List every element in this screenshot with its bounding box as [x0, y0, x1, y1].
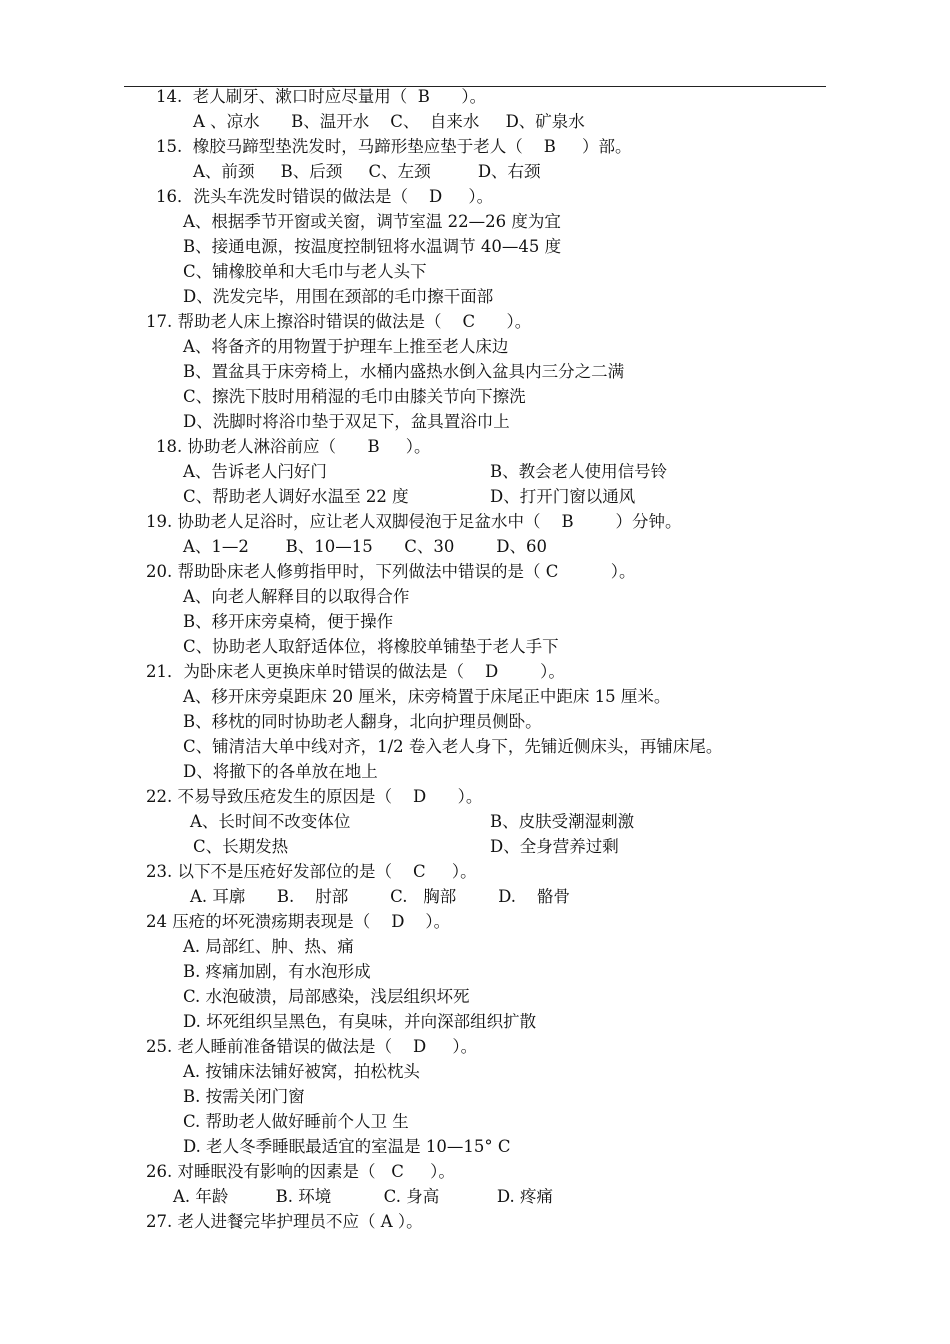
q23-stem: 23. 以下不是压疮好发部位的是（ C ）。: [146, 862, 477, 881]
q22-option-c: C、长期发热: [193, 837, 289, 856]
q24-stem: 24 压疮的坏死溃疡期表现是（ D ）。: [146, 912, 451, 931]
q21-option-a: A、移开床旁桌距床 20 厘米，床旁椅置于床尾正中距床 15 厘米。: [183, 687, 671, 706]
q21-option-c: C、铺清洁大单中线对齐，1/2 卷入老人身下，先铺近侧床头，再铺床尾。: [183, 737, 723, 756]
q17-option-c: C、擦洗下肢时用稍湿的毛巾由膝关节向下擦洗: [183, 387, 526, 406]
q21-option-b: B、移枕的同时协助老人翻身，北向护理员侧卧。: [183, 712, 542, 731]
q14-stem: 14. 老人刷牙、漱口时应尽量用（ B ）。: [156, 87, 487, 106]
q20-option-b: B、移开床旁桌椅，便于操作: [183, 612, 394, 631]
q16-option-c: C、铺橡胶单和大毛巾与老人头下: [183, 262, 427, 281]
q25-option-b: B. 按需关闭门窗: [183, 1087, 305, 1106]
q24-option-d: D. 坏死组织呈黑色，有臭味，并向深部组织扩散: [183, 1012, 537, 1031]
q17-option-d: D、洗脚时将浴巾垫于双足下，盆具置浴巾上: [183, 412, 510, 431]
q21-stem: 21．为卧床老人更换床单时错误的做法是（ D ）。: [146, 662, 565, 681]
q27-stem: 27. 老人进餐完毕护理员不应（ A ）。: [146, 1212, 423, 1231]
q16-option-d: D、洗发完毕，用围在颈部的毛巾擦干面部: [183, 287, 494, 306]
q25-option-a: A. 按铺床法铺好被窝，拍松枕头: [183, 1062, 420, 1081]
q20-option-c: C、协助老人取舒适体位，将橡胶单铺垫于老人手下: [183, 637, 559, 656]
q17-stem: 17. 帮助老人床上擦浴时错误的做法是（ C ）。: [146, 312, 532, 331]
q19-options: A、1—2 B、10—15 C、30 D、60: [183, 537, 548, 556]
q16-stem: 16．洗头车洗发时错误的做法是（ D ）。: [156, 187, 494, 206]
q26-options: A. 年龄 B. 环境 C. 身高 D. 疼痛: [173, 1187, 554, 1206]
q18-option-a: A、告诉老人闩好门: [183, 462, 327, 481]
q21-option-d: D、将撤下的各单放在地上: [183, 762, 378, 781]
q20-stem: 20. 帮助卧床老人修剪指甲时，下列做法中错误的是（ C ）。: [146, 562, 636, 581]
q24-option-c: C. 水泡破溃，局部感染，浅层组织坏死: [183, 987, 470, 1006]
q16-option-a: A、根据季节开窗或关窗，调节室温 22—26 度为宜: [183, 212, 561, 231]
q14-options: A 、凉水 B、温开水 C、 自来水 D、矿泉水: [193, 112, 585, 131]
q23-options: A. 耳廓 B. 肘部 C. 胸部 D. 骼骨: [190, 887, 571, 906]
q17-option-b: B、置盆具于床旁椅上，水桶内盛热水倒入盆具内三分之二满: [183, 362, 625, 381]
q22-option-d: D、全身营养过剩: [490, 837, 619, 856]
q18-option-b: B、教会老人使用信号铃: [490, 462, 668, 481]
q18-option-c: C、帮助老人调好水温至 22 度: [183, 487, 409, 506]
q16-option-b: B、接通电源，按温度控制钮将水温调节 40—45 度: [183, 237, 562, 256]
q18-option-d: D、打开门窗以通风: [490, 487, 636, 506]
q15-stem: 15. 橡胶马蹄型垫洗发时，马蹄形垫应垫于老人（ B ）部。: [156, 137, 632, 156]
q15-options: A、前颈 B、后颈 C、左颈 D、右颈: [193, 162, 541, 181]
q22-option-b: B、皮肤受潮湿刺激: [490, 812, 635, 831]
q25-stem: 25. 老人睡前准备错误的做法是（ D ）。: [146, 1037, 478, 1056]
q17-option-a: A、将备齐的用物置于护理车上推至老人床边: [183, 337, 509, 356]
q20-option-a: A、向老人解释目的以取得合作: [183, 587, 410, 606]
q24-option-b: B. 疼痛加剧，有水泡形成: [183, 962, 371, 981]
q25-option-d: D. 老人冬季睡眠最适宜的室温是 10—15° C: [183, 1137, 511, 1156]
q24-option-a: A. 局部红、肿、热、痛: [183, 937, 354, 956]
q22-option-a: A、长时间不改变体位: [190, 812, 351, 831]
q25-option-c: C. 帮助老人做好睡前个人卫 生: [183, 1112, 409, 1131]
q22-stem: 22. 不易导致压疮发生的原因是（ D ）。: [146, 787, 483, 806]
q19-stem: 19. 协助老人足浴时，应让老人双脚侵泡于足盆水中（ B ）分钟。: [146, 512, 682, 531]
q26-stem: 26. 对睡眠没有影响的因素是（ C ）。: [146, 1162, 455, 1181]
q18-stem: 18. 协助老人淋浴前应（ B ）。: [156, 437, 431, 456]
